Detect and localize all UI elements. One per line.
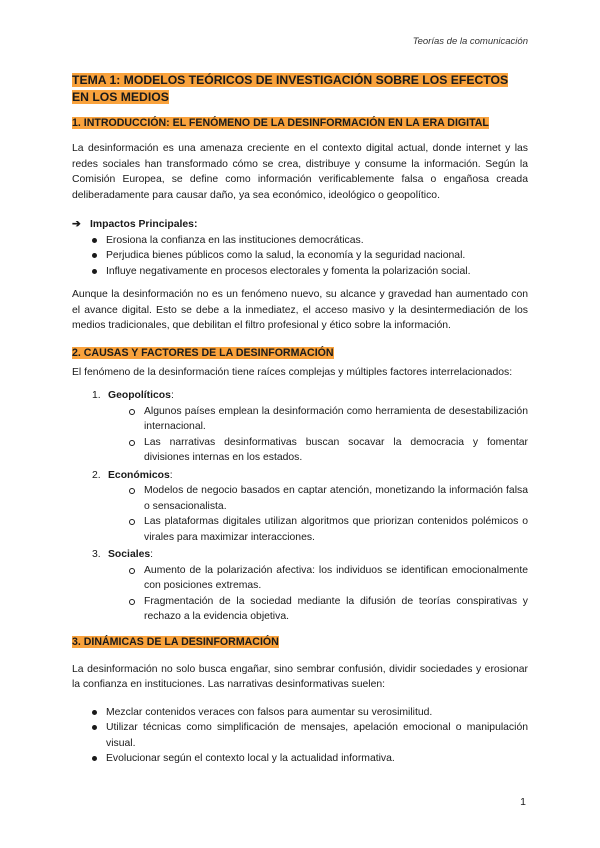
impacts-list: [72, 233, 528, 280]
section-3-intro: La desinformación no solo busca engañar, sino sembrar confusión, dividir sociedades y erosionar la confianza en instituciones. Las narrativas desinformativas suelen:: [72, 663, 528, 690]
cause-name: Geopolíticos: [108, 390, 171, 401]
cause-item-sociales: 3. Sociales: Aumento de la polarización afectiva: los individuos se identifican emocionalmente con posiciones extremas. Fragmentación de la sociedad mediante la difusión de teorías conspirativas y rechazo a la evidencia objetiva.: [92, 547, 528, 625]
cause-name: Sociales: [108, 549, 151, 560]
list-item: Modelos de negocio basados en captar atención, monetizando la información falsa o sensacionalista.: [128, 483, 528, 514]
list-item: Mezclar contenidos veraces con falsos para aumentar su verosimilitud.: [90, 705, 528, 721]
cause-item-economicos: 2. Económicos: Modelos de negocio basados en captar atención, monetizando la información falsa o sensacionalista. Las plataformas digitales utilizan algoritmos que priorizan contenidos polémicos o virales para maximizar interacciones.: [92, 468, 528, 546]
list-item: Algunos países emplean la desinformación como herramienta de desestabilización internacional.: [128, 404, 528, 435]
list-item: Erosiona la confianza en las instituciones democráticas.: [90, 233, 528, 249]
causes-list: [72, 388, 528, 625]
section-1-heading-text: 1. INTRODUCCIÓN: EL FENÓMENO DE LA DESINFORMACIÓN EN LA ERA DIGITAL: [72, 117, 489, 129]
cause-number: 3.: [92, 549, 101, 560]
section-1-paragraph-1: La desinformación es una amenaza creciente en el contexto digital actual, donde internet y las redes sociales han transformado cómo se crea, distribuye y consume la información. Según la Comisión Europea, se define como información verificablemente falsa o engañosa creada deliberadamente para causar daño, ya sea económico, ideológico o geopolítico.: [72, 143, 528, 201]
cause-sublist: [108, 404, 528, 466]
section-2-heading: [72, 346, 528, 361]
cause-item-geopoliticos: 1. Geopolíticos: Algunos países emplean la desinformación como herramienta de desestabilización internacional. Las narrativas desinformativas buscan socavar la democracia y fomentar divisiones internas en los estados.: [92, 388, 528, 466]
list-item: Perjudica bienes públicos como la salud, la economía y la seguridad nacional.: [90, 248, 528, 264]
list-item: Fragmentación de la sociedad mediante la difusión de teorías conspirativas y rechazo a la evidencia objetiva.: [128, 594, 528, 625]
list-item: Utilizar técnicas como simplificación de mensajes, apelación emocional o manipulación visual.: [90, 720, 528, 751]
list-item: Evolucionar según el contexto local y la actualidad informativa.: [90, 751, 528, 767]
cause-sublist: [108, 483, 528, 545]
section-3-heading: [72, 635, 528, 650]
cause-number: 2.: [92, 469, 101, 481]
section-1-heading: [72, 116, 528, 131]
arrow-right-icon: ➔: [72, 219, 81, 230]
page-title-text: TEMA 1: MODELOS TEÓRICOS DE INVESTIGACIÓN SOBRE LOS EFECTOS EN LOS MEDIOS: [72, 73, 509, 104]
list-item: Las plataformas digitales utilizan algoritmos que priorizan contenidos polémicos o virales para maximizar interacciones.: [128, 514, 528, 545]
list-item: Aumento de la polarización afectiva: los individuos se identifican emocionalmente con posiciones extremas.: [128, 563, 528, 594]
impacts-heading: [72, 217, 528, 233]
section-2-heading-text: 2. CAUSAS Y FACTORES DE LA DESINFORMACIÓN: [72, 346, 334, 359]
cause-name: Económicos: [108, 469, 170, 481]
list-item: Las narrativas desinformativas buscan socavar la democracia y fomentar divisiones internas en los estados.: [128, 435, 528, 466]
dynamics-list: [72, 705, 528, 767]
page-title: [72, 72, 528, 106]
section-1-paragraph-2: Aunque la desinformación no es un fenómeno nuevo, su alcance y gravedad han aumentado con el avance digital. Esto se debe a la inmediatez, el acceso masivo y la desintermediación de los medios tradicionales, que debilitan el filtro profesional y ético sobre la información.: [72, 289, 528, 331]
section-3-heading-text: 3. DINÁMICAS DE LA DESINFORMACIÓN: [72, 635, 279, 648]
running-header: Teorías de la comunicación: [412, 36, 528, 47]
cause-sublist: [108, 563, 528, 625]
list-item: Influye negativamente en procesos electorales y fomenta la polarización social.: [90, 264, 528, 280]
impacts-heading-text: Impactos Principales:: [90, 219, 198, 230]
document-body: [72, 72, 528, 775]
cause-number: 1.: [92, 390, 101, 401]
page-number: 1: [520, 796, 526, 808]
section-2-intro: El fenómeno de la desinformación tiene raíces complejas y múltiples factores interrelacionados:: [72, 366, 513, 378]
